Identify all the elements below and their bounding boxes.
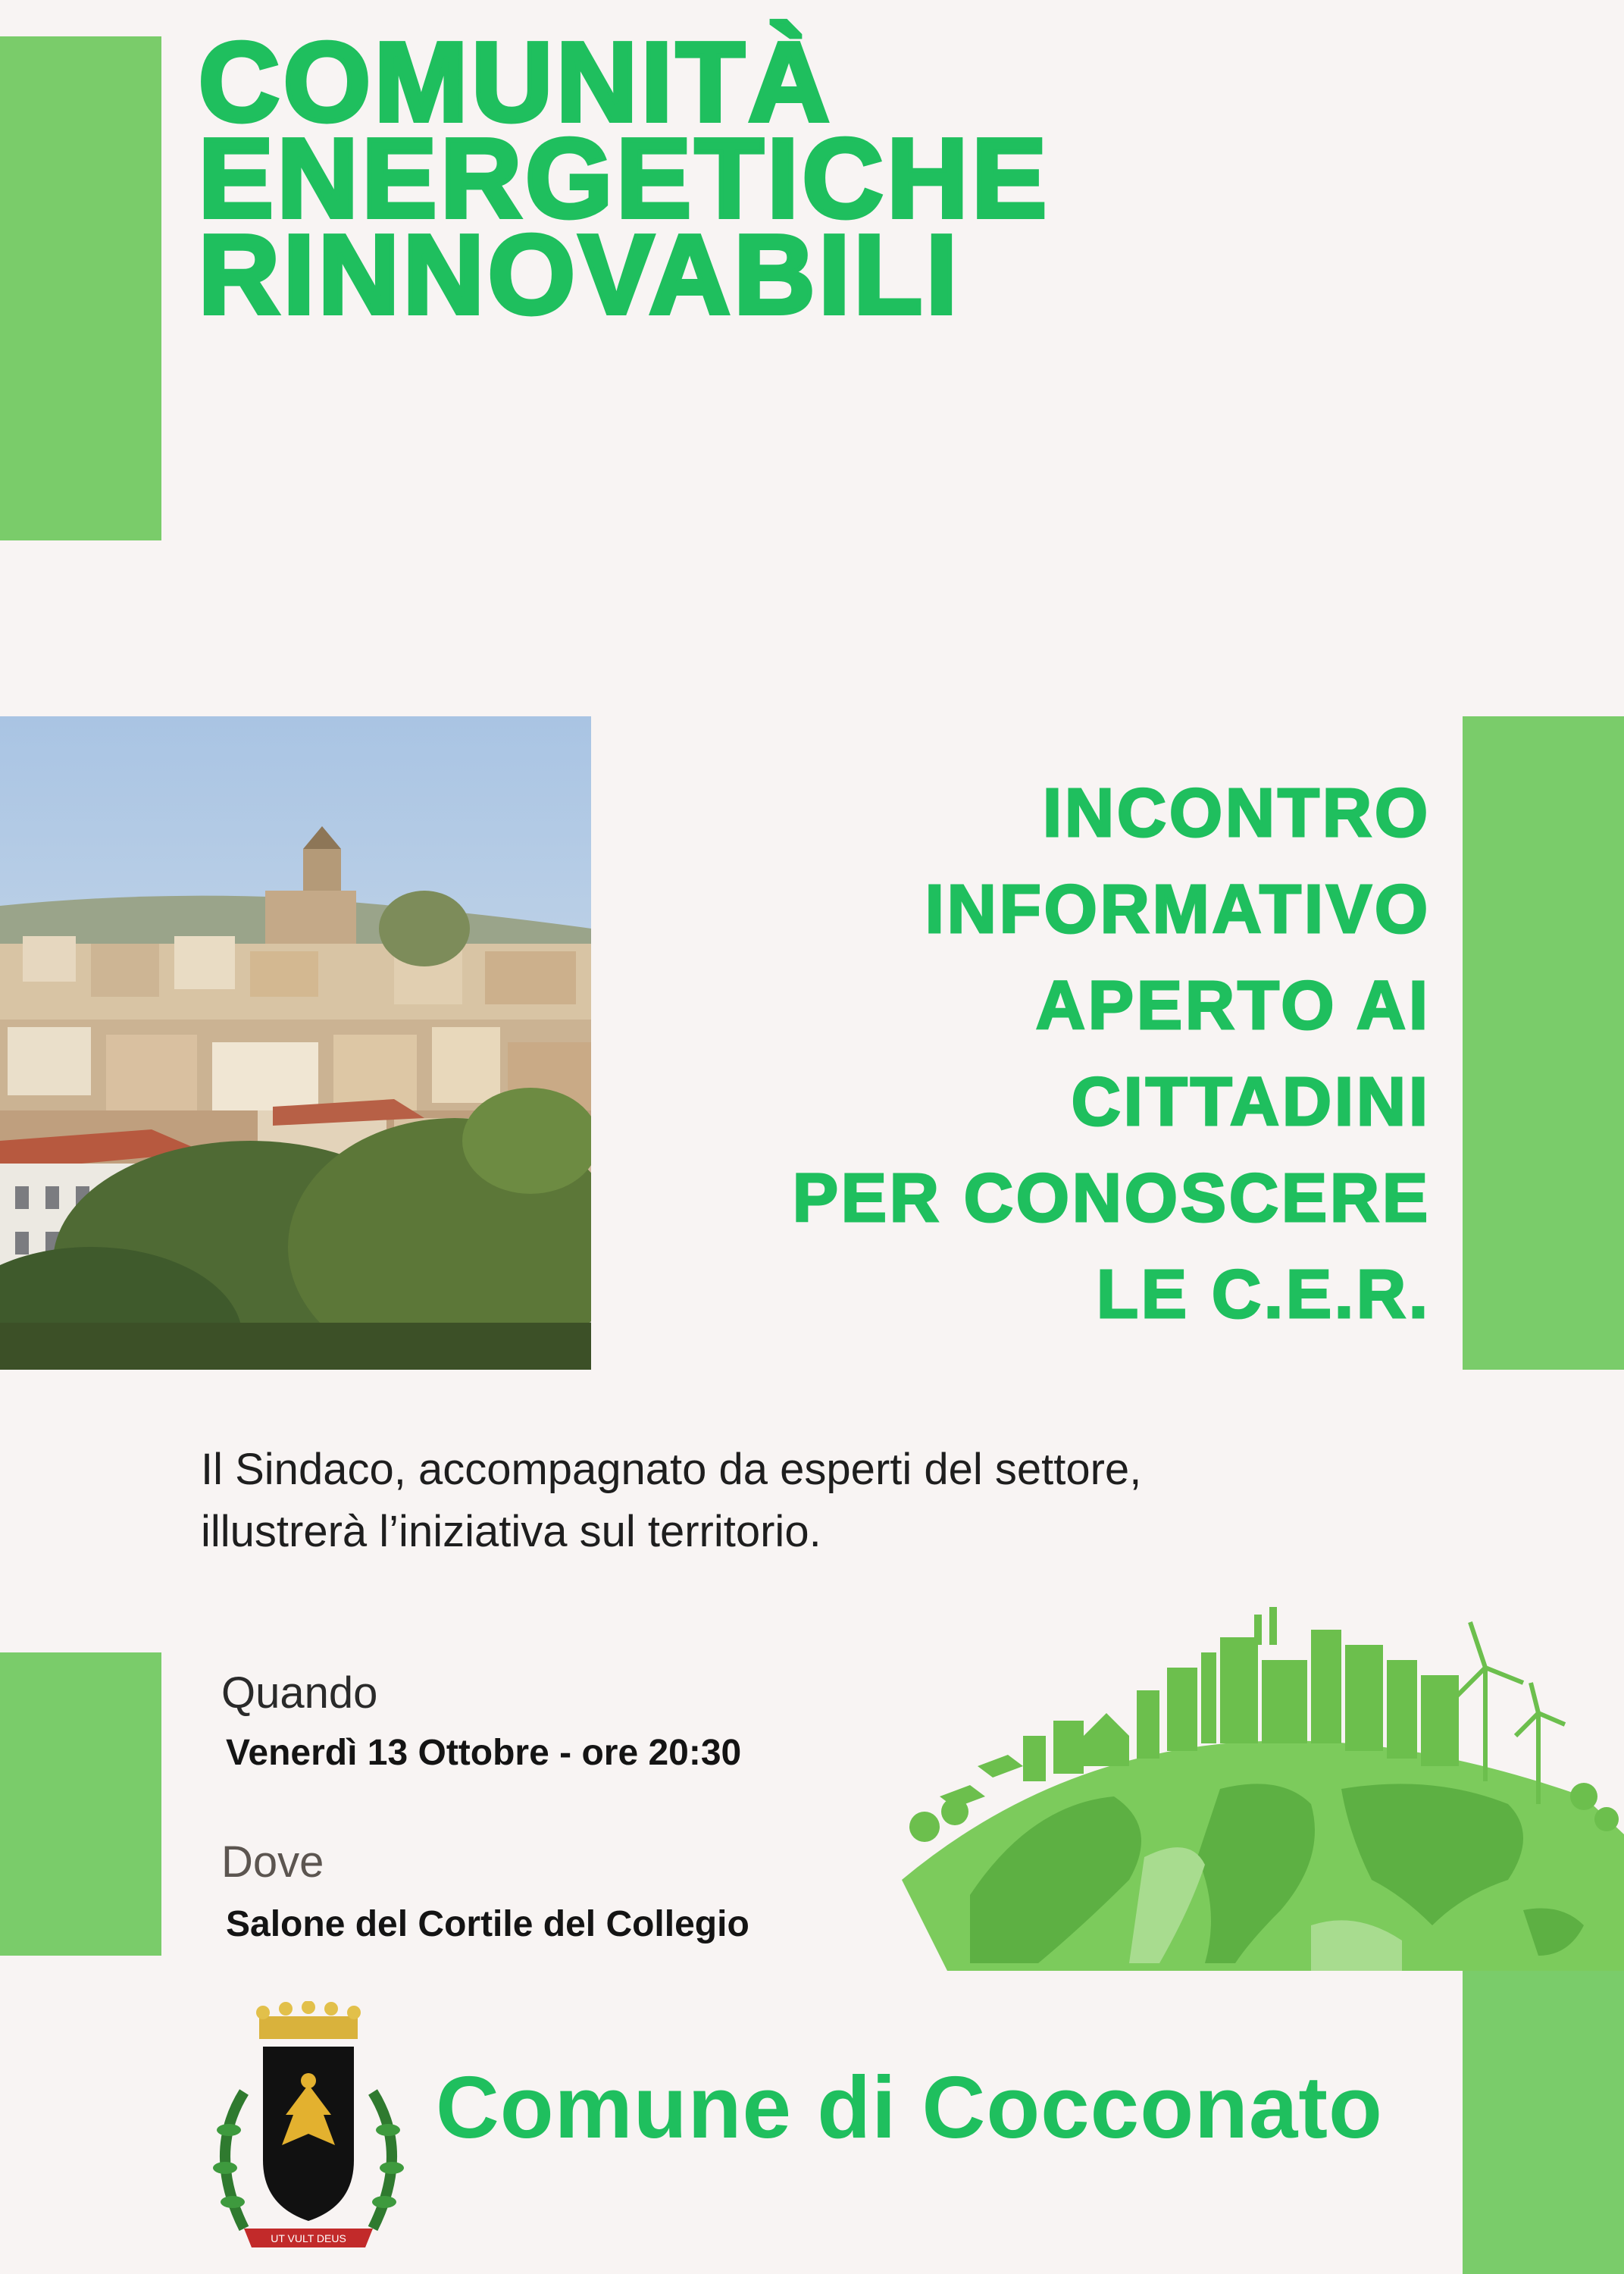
title-line: ENERGETICHE: [199, 116, 1051, 241]
event-subtitle: [793, 766, 1431, 1343]
green-city-globe-icon: [856, 1607, 1624, 1971]
decorative-bar-middle-right: [1463, 716, 1624, 1370]
where-value: Salone del Cortile del Collegio: [226, 1904, 749, 1944]
decorative-bar-bottom-left: [0, 1652, 161, 1956]
event-description: [201, 1439, 1535, 1563]
where-label: Dove: [221, 1837, 324, 1887]
subtitle-line: LE C.E.R.: [1096, 1257, 1431, 1333]
subtitle-line: INCONTRO: [1043, 775, 1431, 851]
subtitle-line: APERTO AI: [1035, 968, 1431, 1044]
description-line: illustrerà l’iniziativa sul territorio.: [201, 1507, 821, 1556]
when-value: Venerdì 13 Ottobre - ore 20:30: [226, 1733, 742, 1773]
title-line: RINNOVABILI: [199, 212, 962, 337]
municipal-crest-icon: [199, 2001, 418, 2259]
town-landscape-icon: [0, 716, 591, 1370]
subtitle-line: CITTADINI: [1071, 1064, 1431, 1140]
decorative-bar-bottom-right: [1463, 1967, 1624, 2274]
when-label: Quando: [221, 1668, 378, 1718]
subtitle-line: INFORMATIVO: [925, 872, 1431, 948]
subtitle-line: PER CONOSCERE: [792, 1160, 1431, 1236]
municipality-name: Comune di Cocconato: [436, 2058, 1383, 2157]
town-photo: [0, 716, 591, 1370]
title-line: COMUNITÀ: [199, 20, 834, 145]
crest-motto: UT VULT DEUS: [271, 2232, 346, 2244]
decorative-bar-top-left: [0, 36, 161, 540]
poster-title: [199, 20, 1051, 337]
description-line: Il Sindaco, accompagnato da esperti del settore,: [201, 1445, 1142, 1494]
